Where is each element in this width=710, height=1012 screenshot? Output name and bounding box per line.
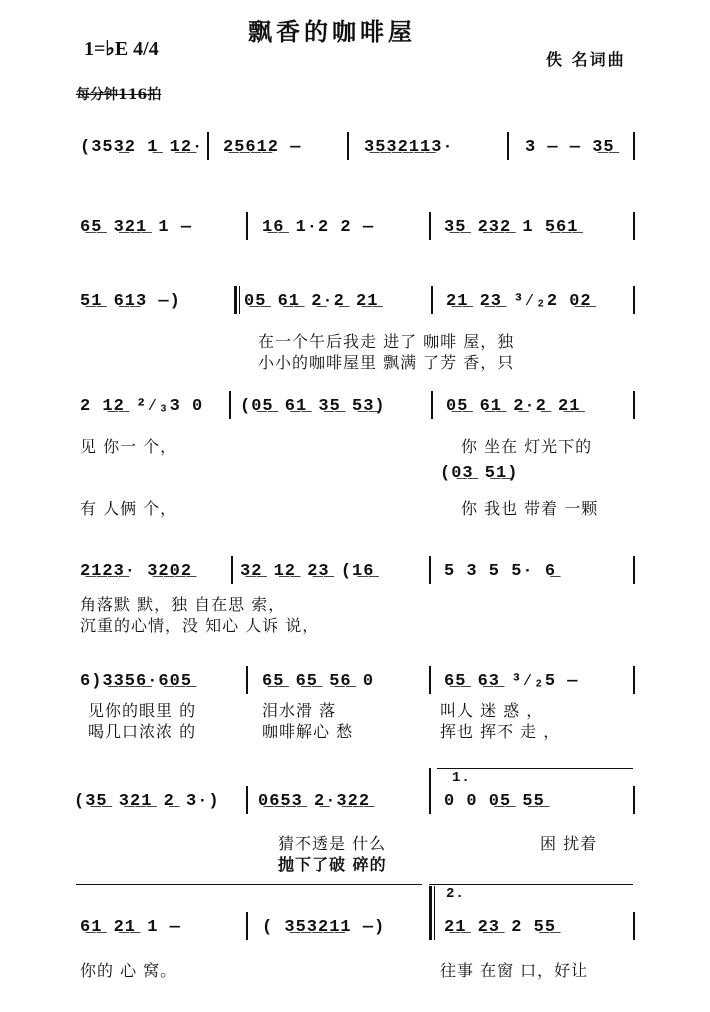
barline — [246, 786, 248, 814]
lyric-verse-2: 沉重的心情，没 知心 人诉 说， — [80, 616, 320, 635]
barline — [429, 556, 431, 584]
lyric-verse-2: 咖啡解心 愁 — [262, 722, 354, 741]
tempo-marking: 每分钟116拍 — [76, 87, 162, 103]
barline — [633, 132, 635, 160]
barline — [633, 912, 635, 940]
measure: 0 0 0̲5̲ 5̲5̲ — [444, 792, 545, 811]
measure: 6̲1̲ 2̲1̲ 1 — — [80, 918, 181, 937]
barline — [507, 132, 509, 160]
volta-bracket — [437, 768, 633, 769]
barline — [429, 768, 431, 814]
volta-bracket — [429, 884, 633, 885]
measure: 2̲5̲6̲1̲2 — — [223, 138, 302, 157]
barline — [633, 786, 635, 814]
lyric-verse-1: 在一个午后我走 进了 咖啡 屋，独 — [258, 332, 515, 351]
song-title: 飘香的咖啡屋 — [248, 17, 416, 46]
measure: ( 3̲5̲3̲2̲1̲1 —) — [262, 918, 386, 937]
author-credit: 佚 名词曲 — [546, 50, 626, 69]
lyric-verse-2: 你 我也 带着 一颗 — [461, 499, 599, 518]
repeat-barline-thin — [239, 286, 240, 314]
lyric-verse-1: 见 你一 个， — [80, 437, 178, 456]
lyric-verse-1: 角落默 默，独 自在思 索， — [80, 595, 286, 614]
barline — [633, 212, 635, 240]
lyric-verse-2: 抛下了破 碎的 — [278, 855, 387, 874]
lyric-verse-2: 挥也 挥不 走 ， — [440, 722, 561, 741]
barline — [231, 556, 233, 584]
measure: 3̲5̲3̲2̲1̲1̲3· — [364, 138, 454, 157]
lyric-verse-1: 困 扰着 — [540, 834, 598, 853]
barline — [431, 391, 433, 419]
measure: (0̲5̲ 6̲1̲ 3̲5̲ 5̲3̲) — [240, 397, 386, 416]
measure: (3̲5̲ 3̲2̲1̲ 2̲ 3·) — [74, 792, 220, 811]
lyric-verse-1: 见你的眼里 的 — [88, 701, 197, 720]
measure: 3̲2̲ 1̲2̲ 2̲3̲ (1̲6̲ — [240, 562, 375, 581]
lyric-verse-2: 喝几口浓浓 的 — [88, 722, 197, 741]
barline — [633, 391, 635, 419]
barline — [207, 132, 209, 160]
measure: 2 1̲2̲ ²⁄₃3 0 — [80, 397, 204, 416]
barline — [431, 286, 433, 314]
staff-rule — [76, 884, 422, 885]
lyric-verse-1: 你 坐在 灯光下的 — [461, 437, 593, 456]
measure: 2̲1̲ 2̲3̲ 2 5̲5̲ — [444, 918, 557, 937]
lyric-verse-2: 小小的咖啡屋里 飘满 了芳 香，只 — [258, 353, 515, 372]
measure: 1̲6̲ 1·2 2 — — [262, 218, 375, 237]
barline — [633, 286, 635, 314]
measure: 0̲6̲5̲3̲ 2̲·3̲2̲2̲ — [258, 792, 371, 811]
lyric-verse-1: 往事 在窗 口，好让 — [440, 961, 589, 980]
alt-notes: (0̲3̲ 5̲1̲) — [440, 464, 519, 483]
measure: (353̲2 1̲ 1̲2̲· — [80, 138, 204, 157]
barline — [429, 666, 431, 694]
repeat-barline — [429, 886, 432, 940]
barline — [633, 556, 635, 584]
lyric-verse-1: 叫人 迷 惑 ， — [440, 701, 544, 720]
repeat-barline-thin — [434, 886, 435, 940]
key-signature: 1=♭E 4/4 — [84, 38, 159, 60]
lyric-verse-1: 泪水滑 落 — [262, 701, 337, 720]
repeat-barline — [234, 286, 237, 314]
barline — [246, 212, 248, 240]
barline — [633, 666, 635, 694]
lyric-verse-1: 你的 心 窝。 — [80, 961, 178, 980]
volta-number: 2. — [446, 886, 465, 902]
barline — [229, 391, 231, 419]
barline — [246, 666, 248, 694]
measure: 6)3̲3̲5̲6̲·6̲0̲5̲ — [80, 672, 193, 691]
lyric-verse-1: 猜不透是 什么 — [278, 834, 387, 853]
measure: 0̲5̲ 6̲1̲ 2̲·2̲ 2̲1̲ — [244, 292, 379, 311]
barline — [347, 132, 349, 160]
measure: 2̲1̲ 2̲3̲ ³⁄₂2 0̲2̲ — [446, 292, 592, 311]
measure: 3̲5̲ 2̲3̲2̲ 1 5̲6̲1̲ — [444, 218, 579, 237]
barline — [429, 212, 431, 240]
barline — [246, 912, 248, 940]
measure: 3 — — 3̲5̲ — [525, 138, 615, 157]
volta-number: 1. — [452, 770, 471, 786]
measure: 6̲5̲ 6̲3̲ ³⁄₂5 — — [444, 672, 579, 691]
measure: 2̲1̲2̲3̲· 3̲2̲0̲2̲ — [80, 562, 193, 581]
lyric-verse-2: 有 人俩 个， — [80, 499, 178, 518]
measure: 6̲5̲ 3̲2̲1̲ 1 — — [80, 218, 193, 237]
measure: 6̲5̲ 6̲5̲ 5̲6̲ 0 — [262, 672, 375, 691]
measure: 5̲1̲ 6̲1̲3 —) — [80, 292, 181, 311]
measure: 5 3 5 5· 6̲ — [444, 562, 557, 581]
measure: 0̲5̲ 6̲1̲ 2̲·2̲ 2̲1̲ — [446, 397, 581, 416]
